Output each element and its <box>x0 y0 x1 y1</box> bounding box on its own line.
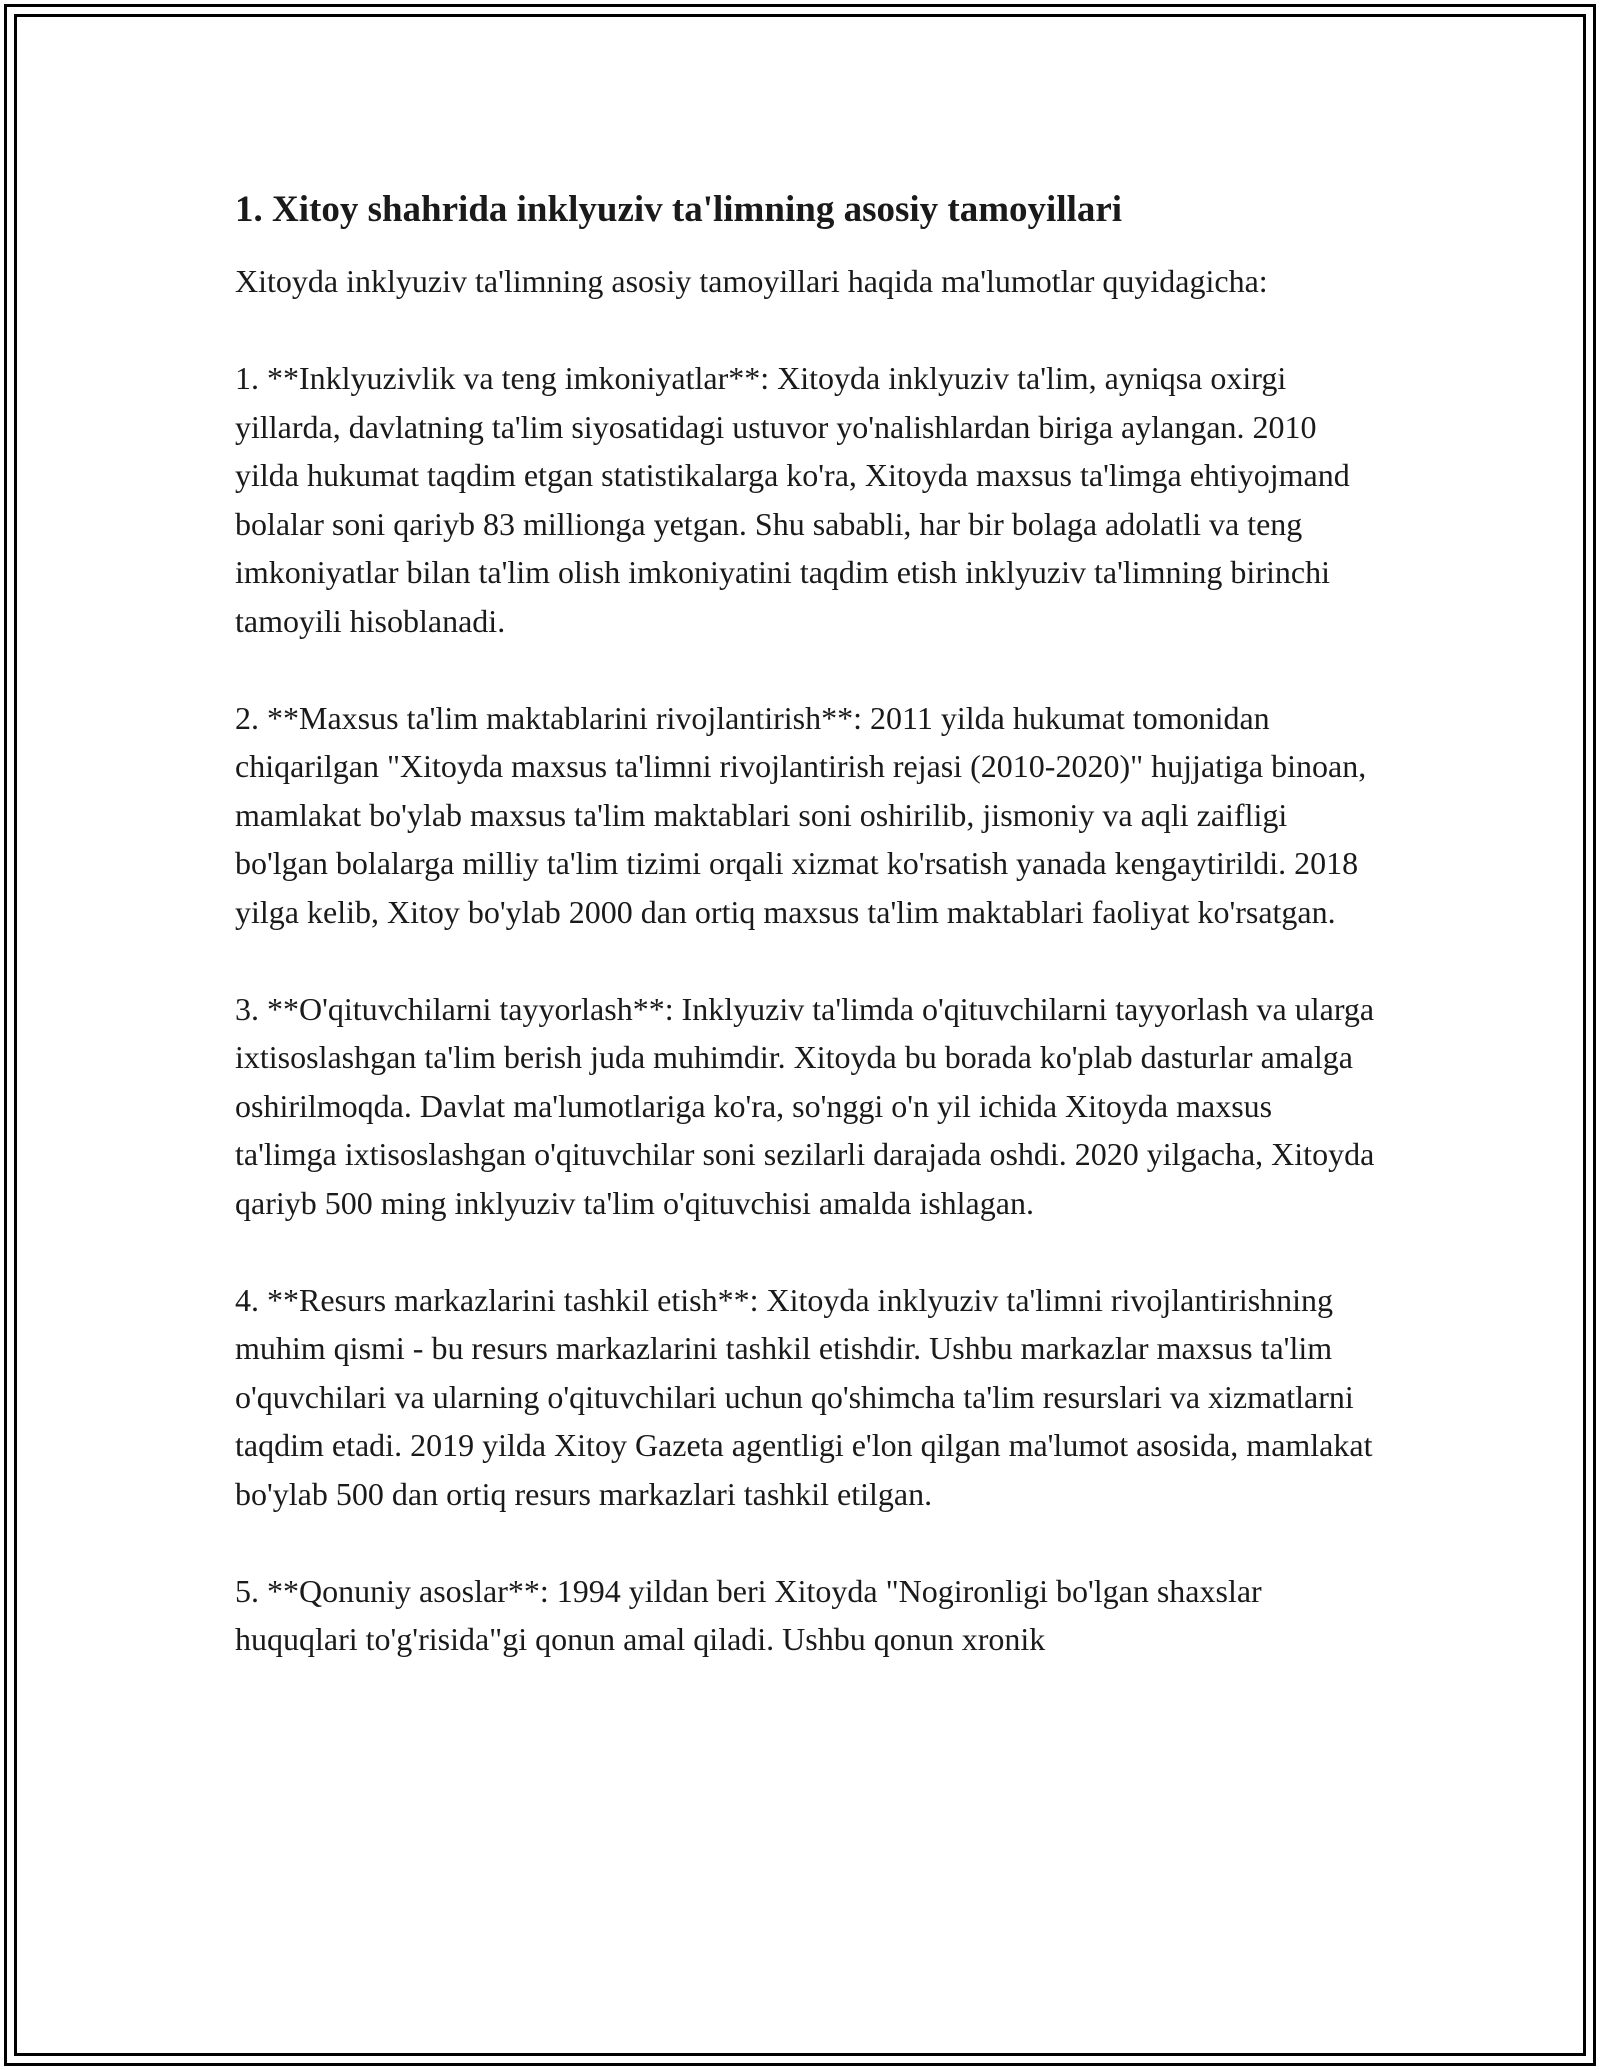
principle-paragraph-4: 4. **Resurs markazlarini tashkil etish**: Xitoyda inklyuziv ta'limni rivojlantirishning muhim qismi - bu resurs markazlarini tashkil etishdir. Ushbu markazlar maxsus ta'lim o'quvchilari va ularning o'qituvchilari uchun qo'shimcha ta'lim resurslari va xizmatlarni taqdim etadi. 2019 yilda Xitoy Gazeta agentligi e'lon qilgan ma'lumot asosida, mamlakat bo'ylab 500 dan ortiq resurs markazlari tashkil etilgan. <box>235 1281 1373 1512</box>
principle-paragraph-2: 2. **Maxsus ta'lim maktablarini rivojlantirish**: 2011 yilda hukumat tomonidan chiqarilgan "Xitoyda maxsus ta'limni rivojlantirish rejasi (2010-2020)" hujjatiga binoan, mamlakat bo'ylab maxsus ta'lim maktablari soni oshirilib, jismoniy va aqli zaifligi bo'lgan bolalarga milliy ta'lim tizimi orqali xizmat ko'rsatish yanada kengaytirildi. 2018 yilga kelib, Xitoy bo'ylab 2000 dan ortiq maxsus ta'lim maktablari faoliyat ko'rsatgan. <box>235 699 1367 930</box>
principle-paragraph-1: 1. **Inklyuzivlik va teng imkoniyatlar**: Xitoyda inklyuziv ta'lim, ayniqsa oxirgi yillarda, davlatning ta'lim siyosatidagi ustuvor yo'nalishlardan biriga aylangan. 2010 yilda hukumat taqdim etgan statistikalarga ko'ra, Xitoyda maxsus ta'limga ehtiyojmand bolalar soni qariyb 83 millionga yetgan. Shu sababli, har bir bolaga adolatli va teng imkoniyatlar bilan ta'lim olish imkoniyatini taqdim etish inklyuziv ta'limning birinchi tamoyili hisoblanadi. <box>235 360 1350 639</box>
principle-paragraph-3: 3. **O'qituvchilarni tayyorlash**: Inklyuziv ta'limda o'qituvchilarni tayyorlash va ularga ixtisoslashgan ta'lim berish juda muhimdir. Xitoyda bu borada ko'plab dasturlar amalga oshirilmoqda. Davlat ma'lumotlariga ko'ra, so'nggi o'n yil ichida Xitoyda maxsus ta'limga ixtisoslashgan o'qituvchilar soni sezilarli darajada oshdi. 2020 yilgacha, Xitoyda qariyb 500 ming inklyuziv ta'lim o'qituvchisi amalda ishlagan. <box>235 990 1375 1221</box>
intro-paragraph: Xitoyda inklyuziv ta'limning asosiy tamoyillari haqida ma'lumotlar quyidagicha: <box>235 263 1268 299</box>
principle-paragraph-5: 5. **Qonuniy asoslar**: 1994 yildan beri Xitoyda "Nogironligi bo'lgan shaxslar huquqlari to'g'risida"gi qonun amal qiladi. Ushbu qonun xronik <box>235 1572 1262 1657</box>
section-heading: 1. Xitoy shahrida inklyuziv ta'limning asosiy tamoyillari <box>235 189 1123 230</box>
document-page <box>235 185 1375 1712</box>
